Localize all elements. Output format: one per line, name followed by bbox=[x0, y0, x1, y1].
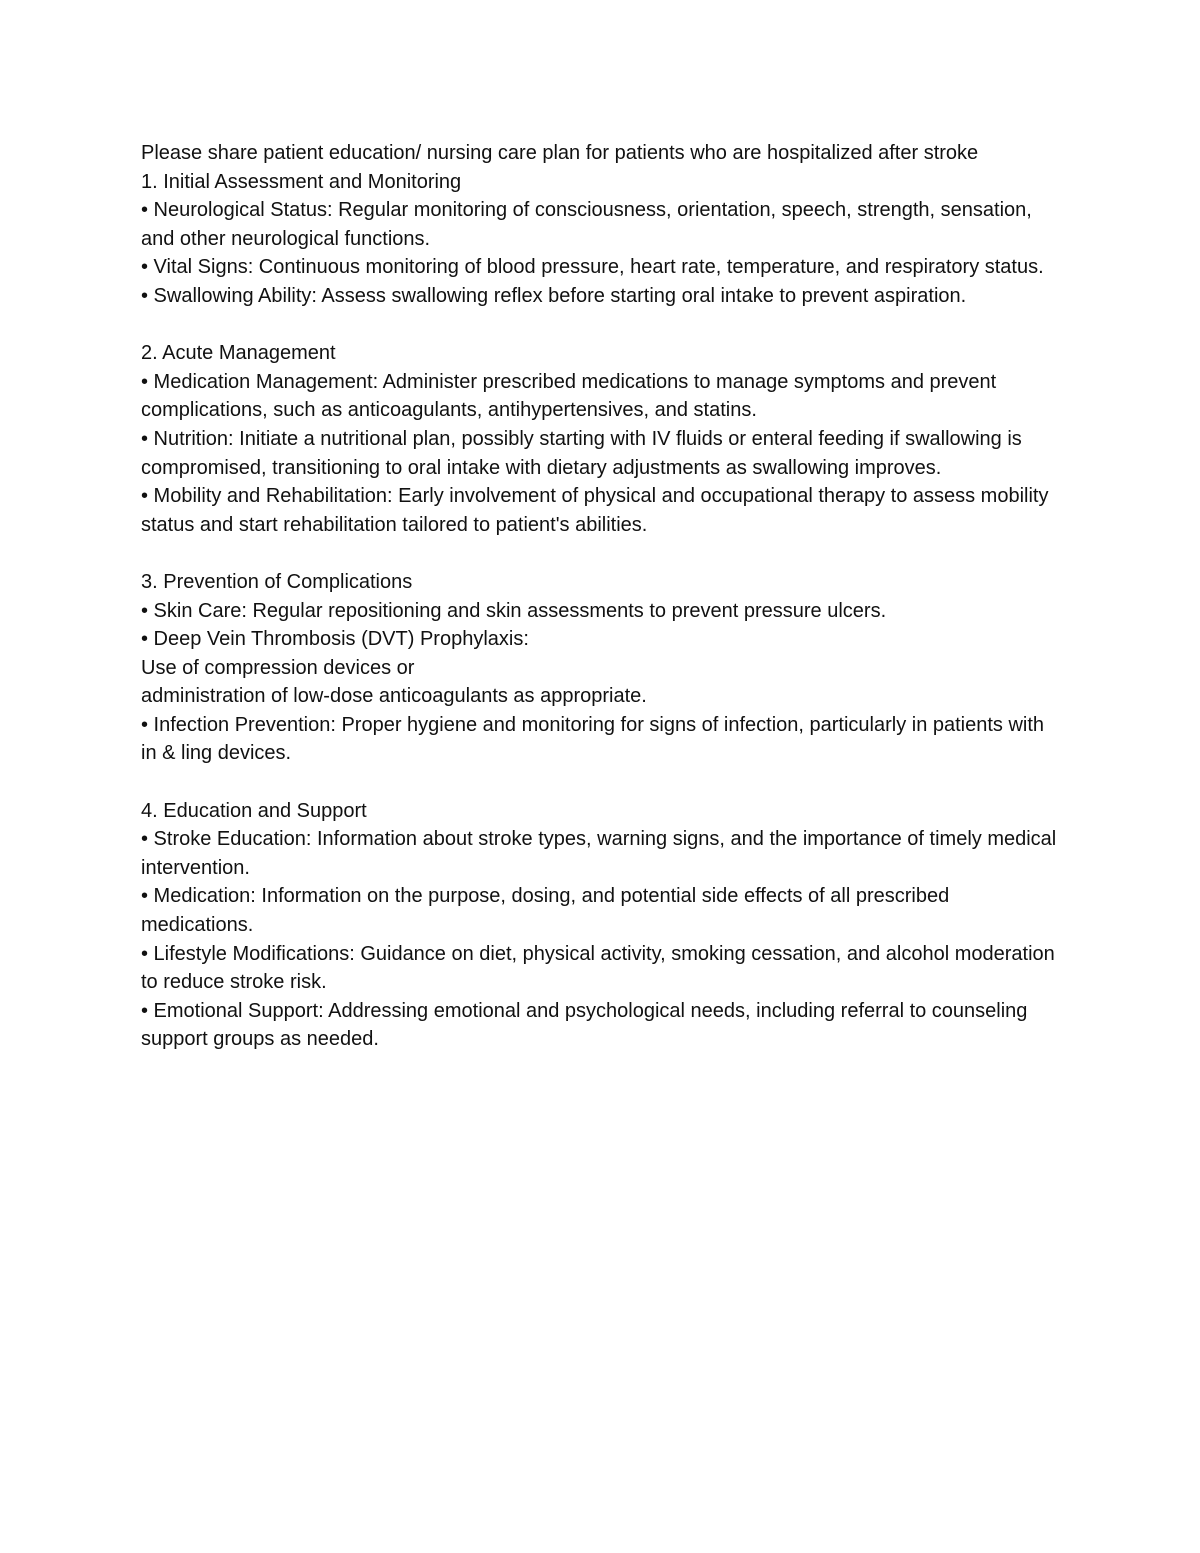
section-initial-assessment bbox=[141, 168, 1061, 311]
section-heading: 1. Initial Assessment and Monitoring bbox=[141, 170, 462, 193]
section-item: • Deep Vein Thrombosis (DVT) Prophylaxis: bbox=[141, 628, 529, 651]
section-item: • Emotional Support: Addressing emotional and psychological needs, including referral to counseling support groups as needed. bbox=[141, 999, 1028, 1051]
section-item: • Mobility and Rehabilitation: Early involvement of physical and occupational therapy to assess mobility status and start rehabilitation tailored to patient's abilities. bbox=[141, 485, 1049, 536]
section-item: administration of low-dose anticoagulants as appropriate. bbox=[141, 685, 647, 708]
section-prevention-complications bbox=[141, 568, 1061, 768]
section-item: Use of compression devices or bbox=[141, 656, 415, 679]
section-item: • Infection Prevention: Proper hygiene and monitoring for signs of infection, particularly in patients with in & ling devices. bbox=[141, 713, 1045, 765]
section-education-support bbox=[141, 797, 1061, 1054]
document-content bbox=[141, 139, 1061, 1083]
section-item: • Swallowing Ability: Assess swallowing reflex before starting oral intake to prevent aspiration. bbox=[141, 284, 967, 307]
section-acute-management bbox=[141, 339, 1061, 539]
section-heading: 3. Prevention of Complications bbox=[141, 570, 413, 593]
section-item: • Lifestyle Modifications: Guidance on diet, physical activity, smoking cessation, and alcohol moderation to reduce stroke risk. bbox=[141, 942, 1055, 994]
section-item: • Skin Care: Regular repositioning and skin assessments to prevent pressure ulcers. bbox=[141, 599, 887, 622]
section-heading: 4. Education and Support bbox=[141, 799, 367, 822]
section-item: • Vital Signs: Continuous monitoring of blood pressure, heart rate, temperature, and respiratory status. bbox=[141, 256, 1044, 279]
document-title: Please share patient education/ nursing care plan for patients who are hospitalized after stroke bbox=[141, 142, 979, 164]
section-heading: 2. Acute Management bbox=[141, 342, 336, 365]
section-item: • Neurological Status: Regular monitoring of consciousness, orientation, speech, strength, sensation, and other neurological functions. bbox=[141, 199, 1032, 250]
section-item: • Medication Management: Administer prescribed medications to manage symptoms and prevent complications, such as anticoagulants, antihypertensives, and statins. bbox=[141, 370, 997, 422]
section-item: • Nutrition: Initiate a nutritional plan, possibly starting with IV fluids or enteral feeding if swallowing is compromised, transitioning to oral intake with dietary adjustments as swallowing improves. bbox=[141, 427, 1022, 479]
section-item: • Medication: Information on the purpose, dosing, and potential side effects of all prescribed medications. bbox=[141, 885, 950, 937]
section-item: • Stroke Education: Information about stroke types, warning signs, and the importance of timely medical intervention. bbox=[141, 828, 1057, 879]
